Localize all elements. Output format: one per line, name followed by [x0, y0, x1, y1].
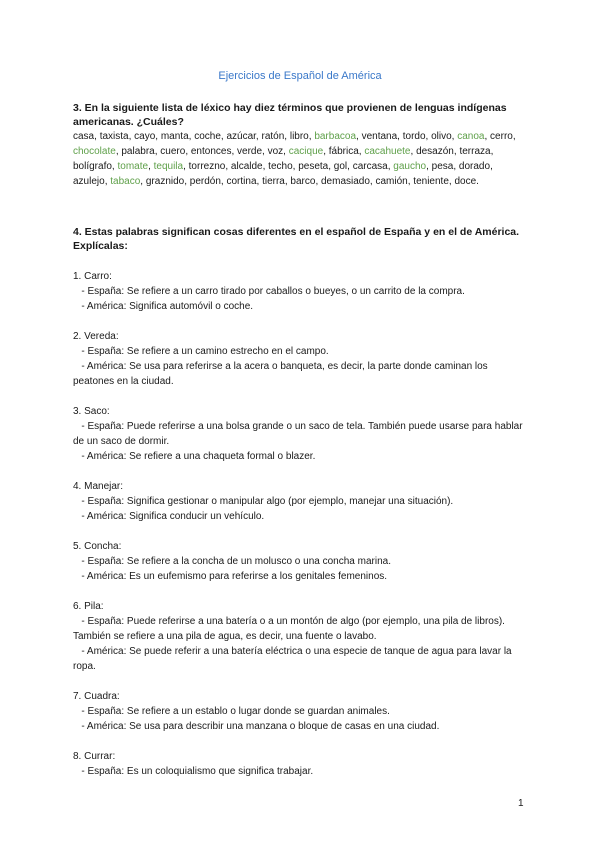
lexicon-word: palabra: [121, 146, 155, 157]
term-entry: [73, 749, 529, 779]
lexicon-word: cortina: [226, 176, 257, 187]
exercise-4-heading: 4. Estas palabras significan cosas diferentes en el español de España y en el de América. Explícalas:: [73, 226, 520, 252]
lexicon-word: tierra: [262, 176, 285, 187]
lexicon-word: torrezno: [188, 161, 226, 172]
lexicon-word: ventana: [361, 131, 398, 142]
term-label: 7. Cuadra:: [73, 691, 120, 702]
lexicon-word: libro: [289, 131, 309, 142]
definition-spain: - España: Significa gestionar o manipular algo (por ejemplo, manejar una situación).: [73, 496, 454, 507]
definition-spain: - España: Se refiere a un establo o lugar donde se guardan animales.: [73, 706, 390, 717]
indigenous-term: barbacoa: [314, 131, 357, 142]
lexicon-word: bolígrafo: [73, 161, 112, 172]
indigenous-term: tomate: [117, 161, 149, 172]
lexicon-word: carcasa: [352, 161, 388, 172]
indigenous-term: cacahuete: [364, 146, 411, 157]
term-label: 6. Pila:: [73, 601, 104, 612]
lexicon-word: desazón: [416, 146, 454, 157]
lexicon-word: perdón: [189, 176, 221, 187]
term-entry: [73, 689, 529, 734]
indigenous-term: cacique: [288, 146, 324, 157]
definition-spain: - España: Puede referirse a una batería o a un montón de algo (por ejemplo, una pila de libros). También se refiere a una pila de agua, es decir, una fuente o lavabo.: [73, 616, 508, 642]
lexicon-word: terraza: [459, 146, 491, 157]
lexicon-word: barco: [290, 176, 316, 187]
lexicon-word: dorado: [458, 161, 491, 172]
lexicon-word: cayo: [134, 131, 156, 142]
lexicon-word: voz: [267, 146, 284, 157]
indigenous-term: canoa: [457, 131, 485, 142]
term-entry: [73, 479, 529, 524]
lexicon-word: doce: [454, 176, 477, 187]
lexicon-word: peseta: [298, 161, 329, 172]
exercise-3: [73, 101, 529, 189]
term-label: 3. Saco:: [73, 406, 110, 417]
definition-spain: - España: Se refiere a un camino estrecho en el campo.: [73, 346, 329, 357]
lexicon-list: casa, taxista, cayo, manta, coche, azúcar, ratón, libro, barbacoa, ventana, tordo, olivo, canoa, cerro, chocolate, palabra, cuero, entonces, verde, voz, cacique, fábrica, cacahuete, desazón, terraza, bolígrafo, tomate, tequila, torrezno, alcalde, techo, peseta, gol, carcasa, gaucho, pesa, dorado, azulejo, tabaco, graznido, perdón, cortina, tierra, barco, demasiado, camión, teniente, doce.: [73, 131, 516, 187]
definition-spain: - España: Puede referirse a una bolsa grande o un saco de tela. También puede usarse para hablar de un saco de dormir.: [73, 421, 526, 447]
page-title: Ejercicios de Español de América: [218, 70, 382, 82]
lexicon-word: teniente: [413, 176, 449, 187]
lexicon-word: entonces: [190, 146, 232, 157]
lexicon-word: manta: [160, 131, 189, 142]
lexicon-word: azulejo: [73, 176, 105, 187]
exercise-3-heading: 3. En la siguiente lista de léxico hay diez términos que provienen de lenguas indígenas americanas. ¿Cuáles?: [73, 102, 507, 128]
lexicon-word: olivo: [431, 131, 452, 142]
indigenous-term: tabaco: [110, 176, 141, 187]
lexicon-word: pesa: [431, 161, 454, 172]
lexicon-word: demasiado: [321, 176, 370, 187]
definition-america: - América: Significa conducir un vehículo.: [73, 511, 265, 522]
lexicon-word: cerro: [490, 131, 513, 142]
term-entry: [73, 599, 529, 674]
indigenous-term: chocolate: [73, 146, 116, 157]
definition-america: - América: Significa automóvil o coche.: [73, 301, 254, 312]
term-label: 1. Carro:: [73, 271, 112, 282]
lexicon-word: camión: [375, 176, 408, 187]
lexicon-word: graznido: [145, 176, 185, 187]
lexicon-word: casa: [73, 131, 95, 142]
definition-spain: - España: Se refiere a un carro tirado por caballos o bueyes, o un carrito de la compra.: [73, 286, 465, 297]
page-number: 1: [518, 798, 524, 809]
term-label: 4. Manejar:: [73, 481, 124, 492]
document-body: [73, 101, 529, 779]
definition-america: - América: Se refiere a una chaqueta formal o blazer.: [73, 451, 316, 462]
definition-america: - América: Se usa para referirse a la acera o banqueta, es decir, la parte donde caminan los peatones en la ciudad.: [73, 361, 491, 387]
term-entry: [73, 329, 529, 389]
term-entry: [73, 539, 529, 584]
term-label: 8. Currar:: [73, 751, 116, 762]
lexicon-word: alcalde: [230, 161, 263, 172]
term-entry: [73, 404, 529, 464]
indigenous-term: gaucho: [393, 161, 427, 172]
term-entry: [73, 269, 529, 314]
definition-spain: - España: Se refiere a la concha de un molusco o una concha marina.: [73, 556, 391, 567]
definition-america: - América: Se usa para describir una manzana o bloque de casas en una ciudad.: [73, 721, 440, 732]
lexicon-word: techo: [268, 161, 293, 172]
lexicon-word: fábrica: [328, 146, 359, 157]
term-label: 2. Vereda:: [73, 331, 119, 342]
lexicon-word: verde: [237, 146, 263, 157]
definition-spain: - España: Es un coloquialismo que significa trabajar.: [73, 766, 314, 777]
lexicon-word: azúcar: [226, 131, 256, 142]
lexicon-word: coche: [194, 131, 221, 142]
lexicon-word: tordo: [402, 131, 426, 142]
term-label: 5. Concha:: [73, 541, 122, 552]
lexicon-word: ratón: [261, 131, 285, 142]
lexicon-word: gol: [333, 161, 348, 172]
lexicon-word: taxista: [99, 131, 129, 142]
lexicon-word: cuero: [160, 146, 186, 157]
definition-america: - América: Es un eufemismo para referirse a los genitales femeninos.: [73, 571, 388, 582]
indigenous-term: tequila: [153, 161, 184, 172]
definition-america: - América: Se puede referir a una batería eléctrica o una especie de tanque de agua para lavar la ropa.: [73, 646, 515, 672]
exercise-4: [73, 225, 529, 779]
